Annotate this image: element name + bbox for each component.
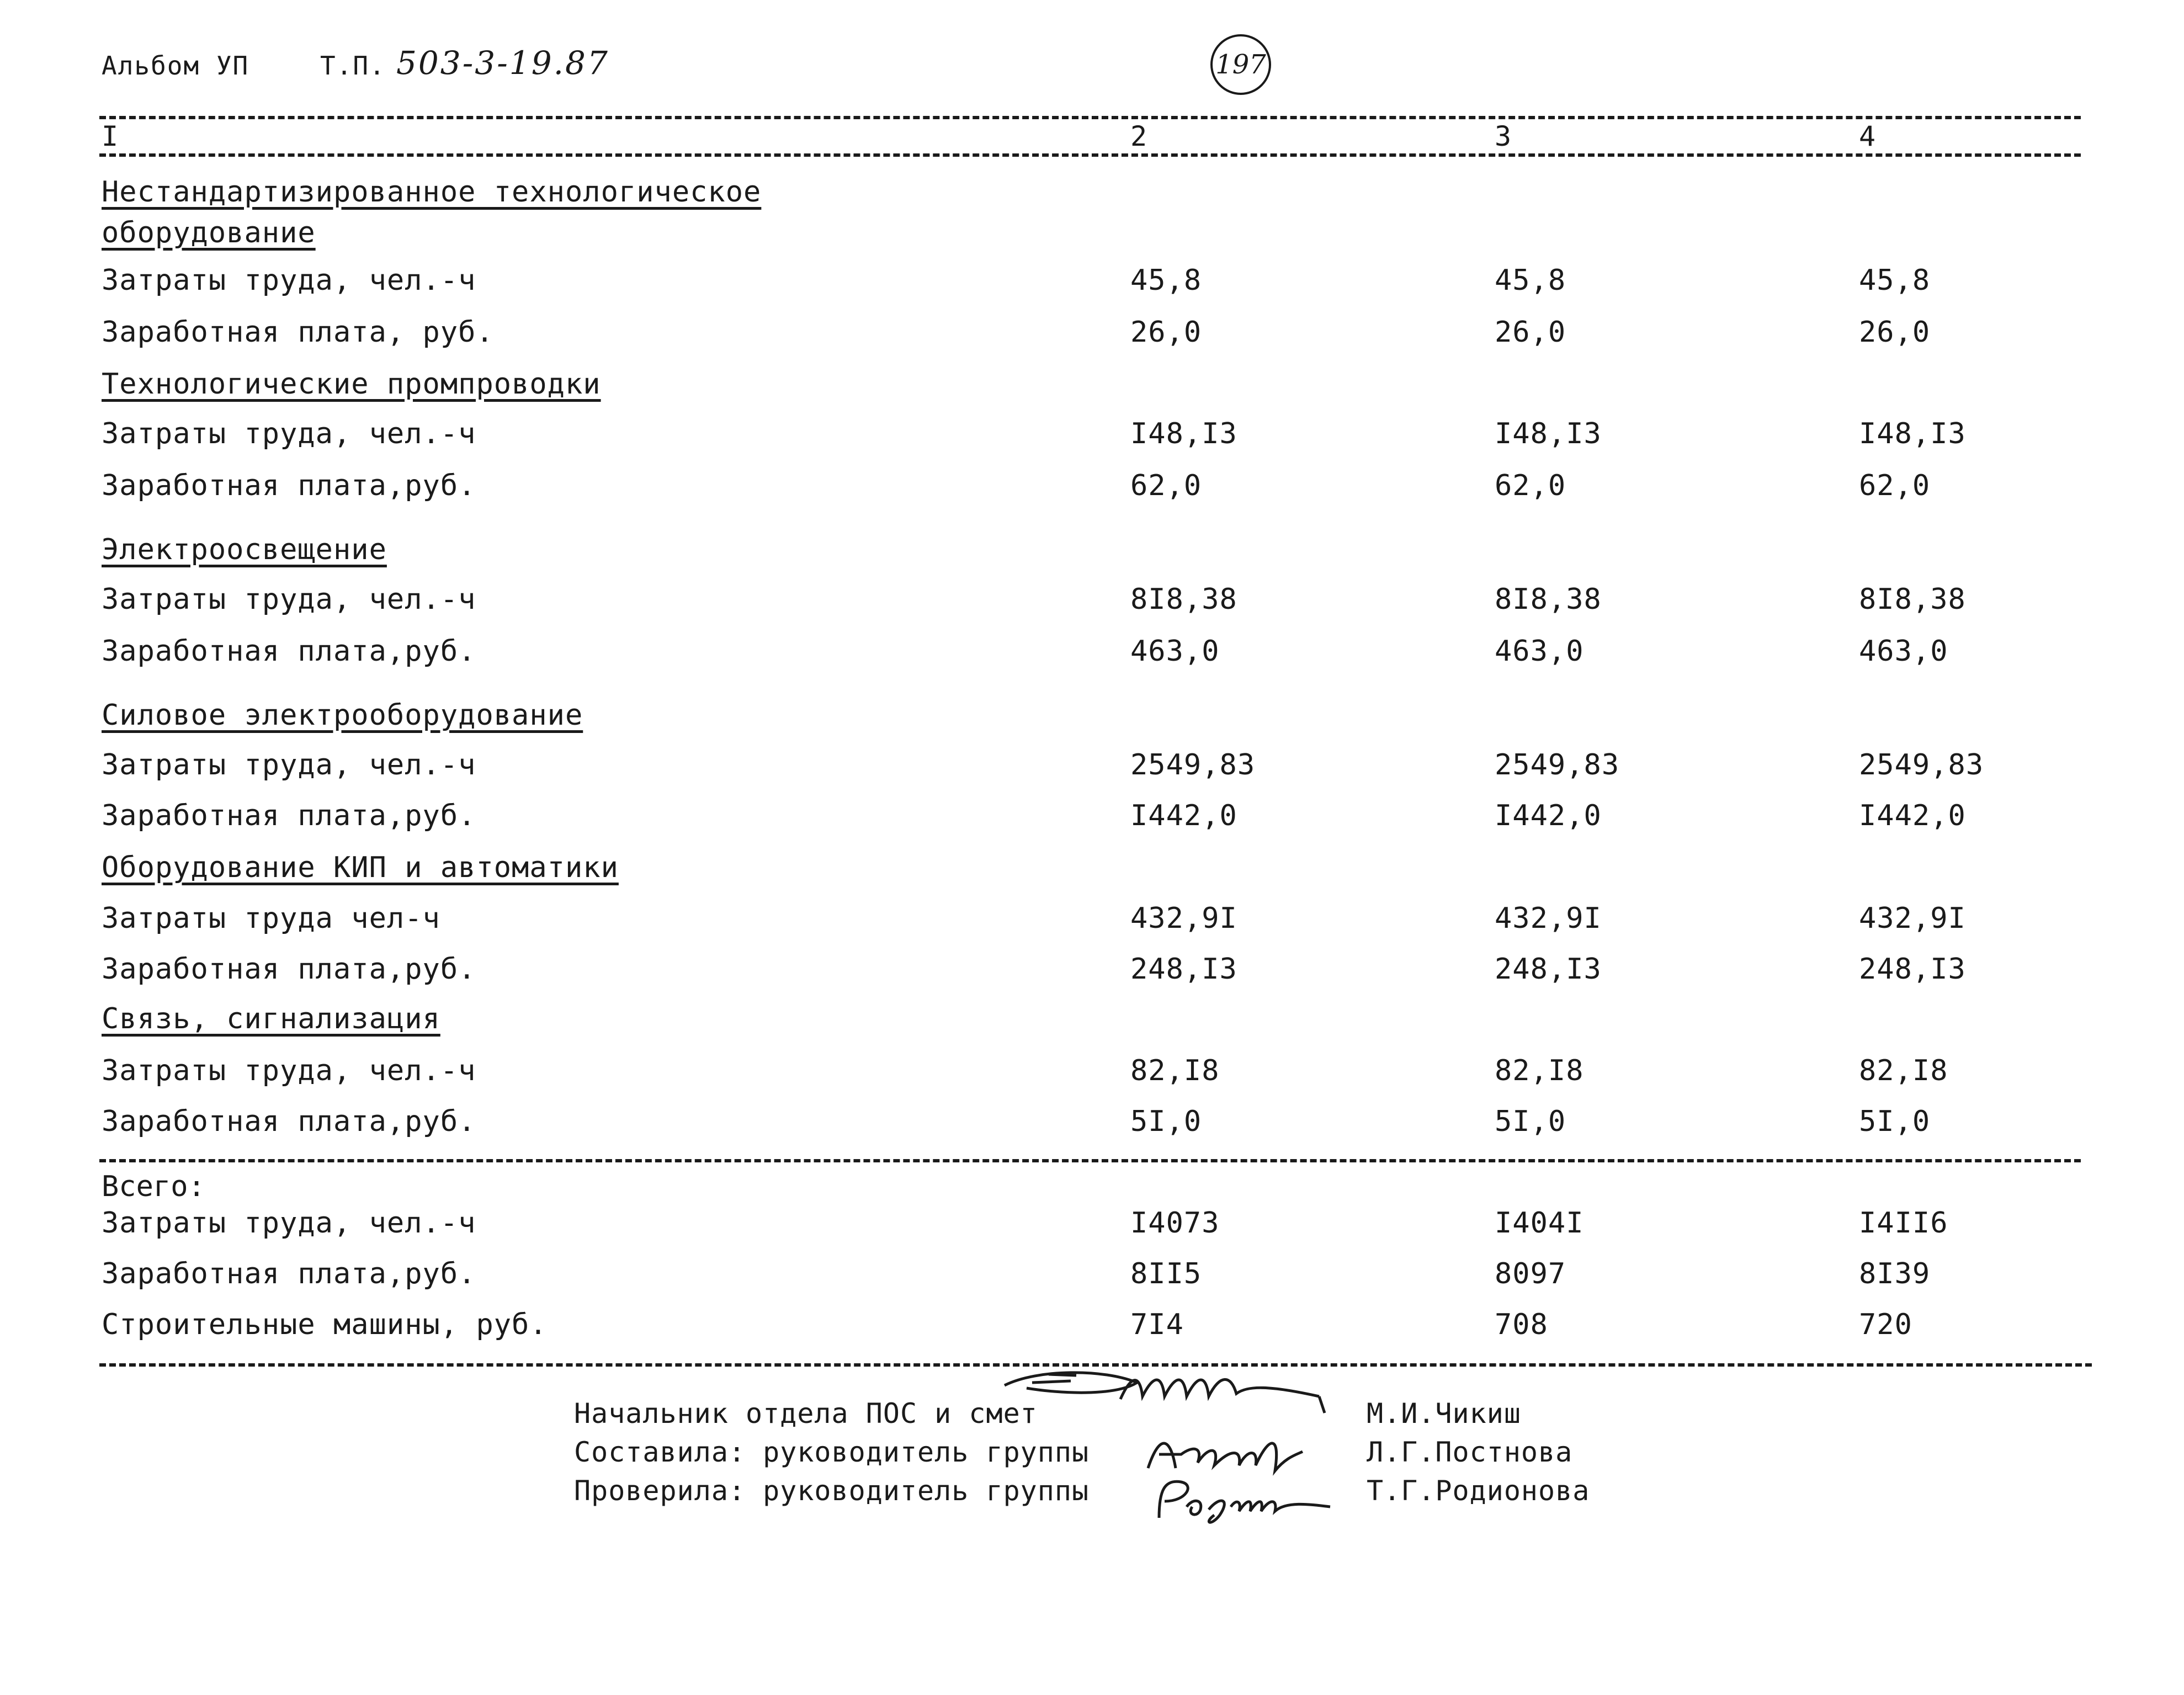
signature-name-checker: Т.Г.Родионова [1367,1475,1590,1507]
row-label: Затраты труда, чел.-ч [102,1054,476,1087]
table-row [0,1105,2184,1155]
cell-col4: 62,0 [1859,469,1931,502]
cell-col4: 8I39 [1859,1257,1931,1290]
tp-prefix: Т.П. [320,51,386,81]
cell-col4: 5I,0 [1859,1105,1931,1138]
table-row [0,1054,2184,1104]
cell-col3: 248,I3 [1495,953,1602,986]
cell-col2: 45,8 [1130,264,1202,297]
cell-col4: 2549,83 [1859,748,1984,782]
cell-col2: 432,9I [1130,902,1237,935]
column-number-4: 4 [1859,120,1876,152]
column-number-2: 2 [1130,120,1147,152]
cell-col3: 8I8,38 [1495,583,1602,616]
row-label: Заработная плата,руб. [102,953,476,986]
section-title: Оборудование КИП и автоматики [102,851,619,884]
cell-col4: 463,0 [1859,635,1948,668]
cell-col3: 45,8 [1495,264,1566,297]
row-label: Заработная плата, руб. [102,316,494,349]
cell-col3: 62,0 [1495,469,1566,502]
signature-name-compiler: Л.Г.Постнова [1367,1436,1573,1468]
cell-col3: 2549,83 [1495,748,1620,782]
cell-col4: 248,I3 [1859,953,1966,986]
table-row [0,1257,2184,1307]
totals-rule-line [99,1159,2081,1162]
signature-role-checker: Проверила: руководитель группы [574,1475,1090,1507]
cell-col4: 45,8 [1859,264,1931,297]
table-row [0,953,2184,1002]
cell-col3: 82,I8 [1495,1054,1584,1087]
top-rule-line [99,116,2081,119]
cell-col3: 432,9I [1495,902,1602,935]
section-title: Нестандартизированное технологическое [102,176,762,209]
cell-col3: I404I [1495,1207,1584,1240]
cell-col2: 7I4 [1130,1308,1184,1341]
cell-col4: 432,9I [1859,902,1966,935]
cell-col3: 708 [1495,1308,1548,1341]
table-row [0,583,2184,633]
column-number-3: 3 [1495,120,1512,152]
row-label: Затраты труда чел-ч [102,902,440,935]
cell-col2: 8II5 [1130,1257,1202,1290]
cell-col4: I48,I3 [1859,417,1966,450]
table-row [0,417,2184,467]
row-label: Затраты труда, чел.-ч [102,264,476,297]
cell-col2: I4073 [1130,1207,1220,1240]
row-label: Заработная плата,руб. [102,1105,476,1138]
table-row [0,902,2184,952]
header-rule-line [99,153,2081,157]
section-title: Технологические промпроводки [102,368,601,401]
totals-label: Всего: [102,1170,205,1203]
cell-col2: 5I,0 [1130,1105,1202,1138]
cell-col4: 26,0 [1859,316,1931,349]
table-row [0,748,2184,798]
row-label: Заработная плата,руб. [102,635,476,668]
cell-col2: 8I8,38 [1130,583,1237,616]
cell-col4: 8I8,38 [1859,583,1966,616]
cell-col3: 463,0 [1495,635,1584,668]
handwritten-signature-checker [1148,1468,1336,1529]
cell-col4: 720 [1859,1308,1912,1341]
row-label: Затраты труда, чел.-ч [102,1207,476,1240]
table-row [0,1207,2184,1256]
cell-col3: 5I,0 [1495,1105,1566,1138]
section-title: Связь, сигнализация [102,1002,440,1035]
section-title-cont: оборудование [102,216,316,249]
row-label: Строительные машины, руб. [102,1308,548,1341]
signature-name-head: М.И.Чикиш [1367,1398,1521,1430]
row-label: Затраты труда, чел.-ч [102,417,476,450]
cell-col2: 2549,83 [1130,748,1256,782]
cell-col3: I442,0 [1495,799,1602,832]
cell-col3: 8097 [1495,1257,1566,1290]
cell-col2: 248,I3 [1130,953,1237,986]
cell-col2: I48,I3 [1130,417,1237,450]
signature-role-head: Начальник отдела ПОС и смет [574,1398,1038,1430]
cell-col2: 62,0 [1130,469,1202,502]
table-row [0,316,2184,365]
cell-col2: 82,I8 [1130,1054,1220,1087]
table-row [0,264,2184,314]
cell-col2: 463,0 [1130,635,1220,668]
handwritten-signature-head [993,1352,1336,1430]
cell-col2: 26,0 [1130,316,1202,349]
row-label: Заработная плата,руб. [102,799,476,832]
cell-col4: 82,I8 [1859,1054,1948,1087]
tp-number: 503-3-19.87 [396,44,609,82]
page-number-stamp [1210,34,1271,95]
row-label: Заработная плата,руб. [102,469,476,502]
column-number-1: I [102,120,119,152]
cell-col3: 26,0 [1495,316,1566,349]
section-title: Силовое электрооборудование [102,699,583,732]
table-row [0,469,2184,519]
cell-col2: I442,0 [1130,799,1237,832]
table-row [0,635,2184,684]
cell-col4: I4II6 [1859,1207,1948,1240]
signature-role-compiler: Составила: руководитель группы [574,1436,1090,1468]
row-label: Затраты труда, чел.-ч [102,748,476,782]
section-title: Электроосвещение [102,533,387,566]
page-number: 197 [1215,49,1266,80]
table-row [0,799,2184,849]
table-row [0,1308,2184,1358]
cell-col4: I442,0 [1859,799,1966,832]
cell-col3: I48,I3 [1495,417,1602,450]
row-label: Затраты труда, чел.-ч [102,583,476,616]
album-label: Альбом УП [102,51,249,81]
row-label: Заработная плата,руб. [102,1257,476,1290]
